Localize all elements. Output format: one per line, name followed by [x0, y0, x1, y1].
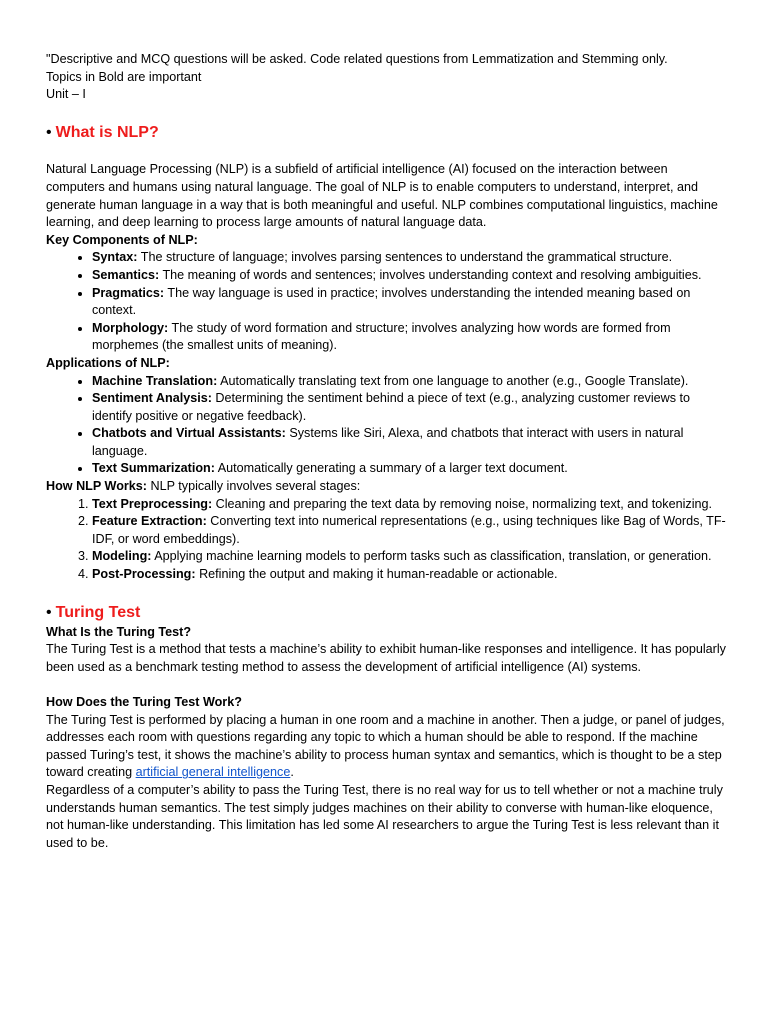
how-heading: How Does the Turing Test Work?	[46, 695, 242, 709]
list-item	[92, 566, 728, 584]
item-text: Systems like Siri, Alexa, and chatbots that interact with users in natural language.	[92, 426, 684, 458]
item-term: Post-Processing:	[92, 567, 196, 582]
list-item	[92, 390, 728, 425]
list-item	[92, 285, 728, 320]
item-term: Text Summarization:	[92, 461, 215, 476]
item-text: Automatically translating text from one language to another (e.g., Google Translate).	[217, 373, 689, 388]
turing-heading	[46, 602, 728, 624]
regardless-paragraph: Regardless of a computer’s ability to pass the Turing Test, there is no real way for us to tell whether or not a machine truly understands human semantics. The test simply judges machines on their ability to converse with human-like eloquence, not human-like understanding. This limitation has led some AI researchers to argue the Turing Test is less relevant than it used to be.	[46, 782, 723, 850]
intro-line-3: Unit – I	[46, 87, 86, 102]
item-term: Chatbots and Virtual Assistants:	[92, 426, 286, 441]
components-heading: Key Components of NLP:	[46, 232, 198, 247]
works-line	[46, 478, 728, 496]
list-item	[92, 425, 728, 460]
intro-line-1: "Descriptive and MCQ questions will be asked. Code related questions from Lemmatization and Stemming only.	[46, 52, 668, 66]
item-text: Converting text into numerical representations (e.g., using techniques like Bag of Words, TF-IDF, or word embeddings).	[92, 514, 726, 546]
item-term: Feature Extraction:	[92, 514, 207, 529]
how-paragraph	[46, 712, 728, 782]
item-text: The study of word formation and structure; involves analyzing how words are formed from morphemes (the smallest units of meaning).	[92, 320, 671, 353]
what-paragraph: The Turing Test is a method that tests a machine’s ability to exhibit human-like responses and intelligence. It has popularly been used as a benchmark testing method to assess the development of artificial intelligence (AI) systems.	[46, 642, 726, 674]
spacer	[46, 144, 728, 162]
item-term: Modeling:	[92, 549, 152, 564]
list-item	[92, 460, 728, 478]
applications-list	[46, 373, 728, 479]
how-text-end: .	[290, 765, 294, 780]
bullet-icon: •	[46, 123, 52, 141]
bullet-icon: •	[46, 603, 52, 621]
works-intro: NLP typically involves several stages:	[147, 479, 361, 494]
item-text: Cleaning and preparing the text data by removing noise, normalizing text, and tokenizing.	[212, 496, 713, 511]
item-term: Text Preprocessing:	[92, 496, 213, 511]
applications-heading: Applications of NLP:	[46, 355, 170, 370]
item-term: Morphology:	[92, 320, 169, 335]
item-text: The structure of language; involves parsing sentences to understand the grammatical structure.	[137, 250, 673, 265]
list-item	[92, 548, 728, 566]
nlp-heading-text: What is NLP?	[55, 123, 159, 141]
turing-heading-text: Turing Test	[55, 603, 141, 621]
item-text: Applying machine learning models to perform tasks such as classification, translation, or generation.	[151, 549, 712, 564]
item-text: The meaning of words and sentences; involves understanding context and resolving ambiguities.	[159, 267, 702, 282]
item-text: The way language is used in practice; involves understanding the intended meaning based on context.	[92, 285, 691, 318]
spacer	[46, 676, 728, 694]
list-item	[92, 513, 728, 548]
item-text: Determining the sentiment behind a piece of text (e.g., analyzing customer reviews to identify positive or negative feedback).	[92, 391, 691, 423]
intro-line-2: Topics in Bold are important	[46, 69, 202, 84]
list-item	[92, 249, 728, 267]
item-term: Syntax:	[92, 250, 138, 265]
item-text: Automatically generating a summary of a larger text document.	[214, 461, 568, 476]
list-item	[92, 267, 728, 285]
list-item	[92, 496, 728, 514]
item-term: Pragmatics:	[92, 285, 165, 300]
list-item	[92, 320, 728, 355]
item-term: Machine Translation:	[92, 373, 218, 388]
nlp-heading	[46, 122, 728, 144]
what-heading: What Is the Turing Test?	[46, 624, 192, 639]
item-term: Sentiment Analysis:	[92, 391, 212, 406]
nlp-paragraph: Natural Language Processing (NLP) is a subfield of artificial intelligence (AI) focused on the interaction between computers and humans using natural language. The goal of NLP is to enable computers to understand, interpret, and generate human language in a way that is both meaningful and useful. NLP combines computational linguistics, machine learning, and deep learning to process large amounts of natural language data.	[46, 162, 718, 230]
works-heading: How NLP Works:	[46, 479, 147, 494]
components-list	[46, 249, 728, 355]
how-text: The Turing Test is performed by placing a human in one room and a machine in another. Then a judge, or panel of judges, addresses each room with questions regarding any topic to which a human should be able to respond. If the machine passed Turing’s test, it shows the machine’s ability to process human syntax and semantics, which is thought to be a step toward creating	[46, 712, 725, 780]
item-text: Refining the output and making it human-readable or actionable.	[195, 567, 558, 582]
list-item	[92, 373, 728, 391]
item-term: Semantics:	[92, 267, 160, 282]
stages-list	[46, 496, 728, 584]
agi-link[interactable]: artificial general intelligence	[135, 765, 291, 780]
